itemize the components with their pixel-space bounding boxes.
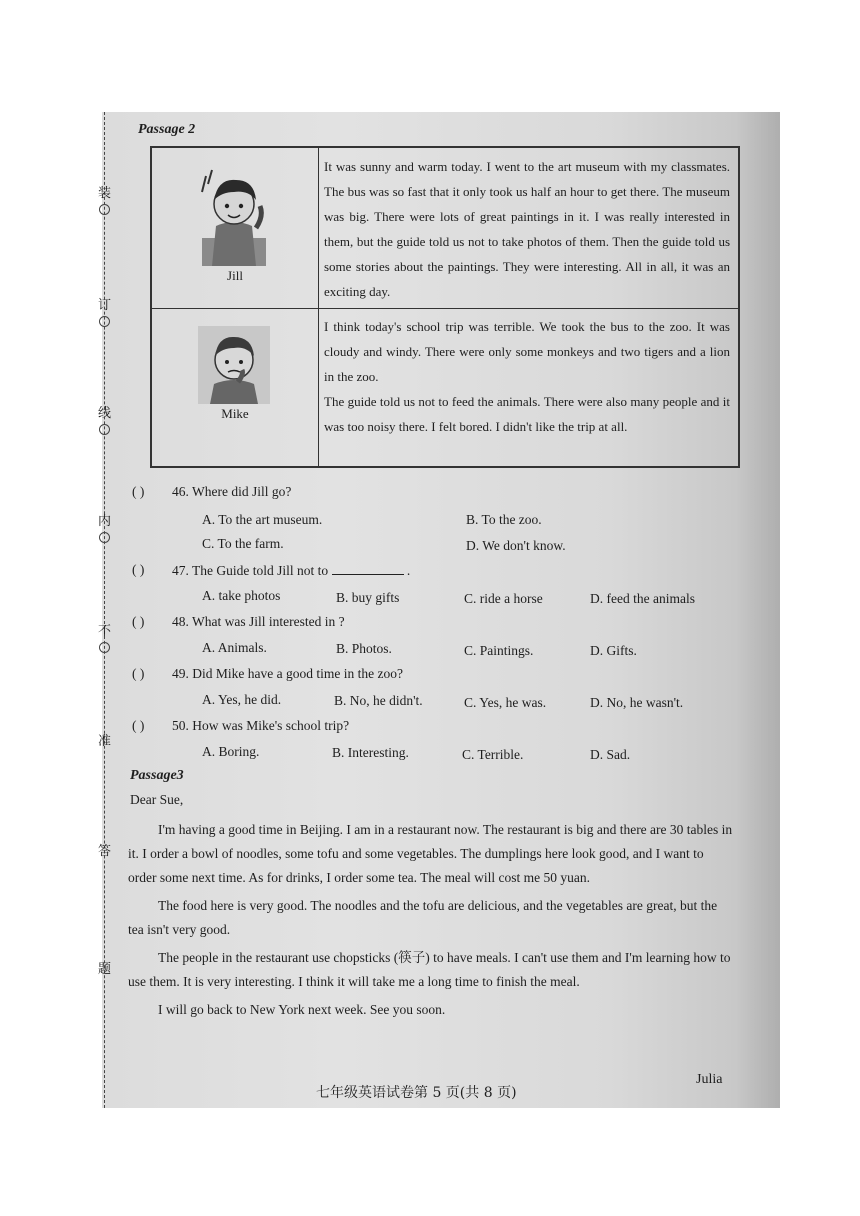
binding-mark: 内	[98, 514, 112, 529]
binding-mark: 订	[98, 298, 112, 313]
jill-row	[152, 148, 738, 309]
page-footer: 七年级英语试卷第 5 页(共 8 页)	[316, 1085, 517, 1101]
question-50: 50. How was Mike's school trip?	[172, 718, 350, 733]
letter-body	[128, 818, 734, 1022]
answer-bracket[interactable]: ( )	[132, 614, 145, 629]
passage3-title: Passage3	[130, 768, 184, 783]
question-47: 47. The Guide told Jill not to .	[172, 563, 411, 578]
mike-cartoon-icon	[198, 326, 270, 404]
option: C. To the farm.	[202, 536, 284, 551]
mike-name: Mike	[221, 406, 249, 421]
binding-hole-icon	[99, 316, 110, 327]
option: A. take photos	[202, 588, 281, 603]
option: A. Yes, he did.	[202, 692, 282, 707]
letter-signature: Julia	[696, 1072, 723, 1087]
jill-text: It was sunny and warm today. I went to the art museum with my classmates. The bus was so fast that it only took us half an hour to get there. The museum was big. There were lots of great paintings in it. I was really interested in them, but the guide told us not to take photos of them. Then the guide told us some stories about the paintings. They were interesting. All in all, it was an exciting day.	[324, 159, 730, 299]
option: B. Interesting.	[332, 745, 409, 760]
option: B. To the zoo.	[466, 512, 542, 527]
mike-text-p2: The guide told us not to feed the animals. There were also many people and it was too noisy there. I felt bored. I didn't like the trip at all.	[324, 394, 730, 434]
question-48: 48. What was Jill interested in ?	[172, 614, 345, 629]
letter-paragraph: I will go back to New York next week. See you soon.	[158, 1002, 446, 1017]
mike-text-p1: I think today's school trip was terrible. We took the bus to the zoo. It was cloudy and windy. There were only some monkeys and two tigers and a lion in the zoo.	[324, 319, 730, 384]
binding-mark: 答	[98, 844, 112, 859]
binding-hole-icon	[99, 424, 110, 435]
option: D. We don't know.	[466, 538, 566, 553]
binding-mark: 装	[98, 186, 112, 201]
option: A. Animals.	[202, 640, 267, 655]
option: D. No, he wasn't.	[590, 695, 684, 710]
answer-bracket[interactable]: ( )	[132, 484, 145, 499]
letter-greeting: Dear Sue,	[130, 792, 184, 807]
option: C. Yes, he was.	[464, 695, 547, 710]
answer-blank[interactable]	[332, 562, 404, 575]
option: C. Terrible.	[462, 747, 524, 762]
question-46: 46. Where did Jill go?	[172, 484, 292, 499]
option: B. buy gifts	[336, 590, 400, 605]
option: C. Paintings.	[464, 643, 534, 658]
mike-text	[324, 314, 730, 439]
jill-cartoon-icon	[198, 166, 270, 266]
binding-mark: 准	[98, 734, 112, 749]
binding-mark: 线	[98, 406, 112, 421]
option: D. feed the animals	[590, 591, 695, 606]
binding-hole-icon	[99, 532, 110, 543]
option: D. Gifts.	[590, 643, 637, 658]
option: A. Boring.	[202, 744, 260, 759]
question-49: 49. Did Mike have a good time in the zoo?	[172, 666, 403, 681]
option: A. To the art museum.	[202, 512, 323, 527]
passage2-title: Passage 2	[138, 122, 196, 137]
mike-row	[152, 308, 738, 466]
exam-page	[98, 112, 780, 1108]
option: C. ride a horse	[464, 591, 543, 606]
answer-bracket[interactable]: ( )	[132, 562, 145, 577]
binding-mark: 题	[98, 962, 112, 977]
option: B. No, he didn't.	[334, 693, 423, 708]
jill-name: Jill	[227, 268, 243, 283]
letter-paragraph: The food here is very good. The noodles and the tofu are delicious, and the vegetables are great, but the tea isn't very good.	[128, 898, 718, 937]
option: B. Photos.	[336, 641, 392, 656]
binding-hole-icon	[99, 204, 110, 215]
answer-bracket[interactable]: ( )	[132, 666, 145, 681]
passage2-table	[150, 146, 740, 468]
option: D. Sad.	[590, 747, 631, 762]
letter-paragraph: The people in the restaurant use chopsticks (筷子) to have meals. I can't use them and I'm learning how to use them. It is very interesting. I think it will take me a long time to finish the meal.	[128, 950, 731, 989]
binding-mark: 不	[98, 624, 112, 639]
binding-hole-icon	[99, 642, 110, 653]
letter-paragraph: I'm having a good time in Beijing. I am in a restaurant now. The restaurant is big and there are 30 tables in it. I order a bowl of noodles, some tofu and some vegetables. The dumplings here look good, and I want to order some next time. As for drinks, I order some tea. The meal will cost me 50 yuan.	[128, 822, 733, 885]
answer-bracket[interactable]: ( )	[132, 718, 145, 733]
